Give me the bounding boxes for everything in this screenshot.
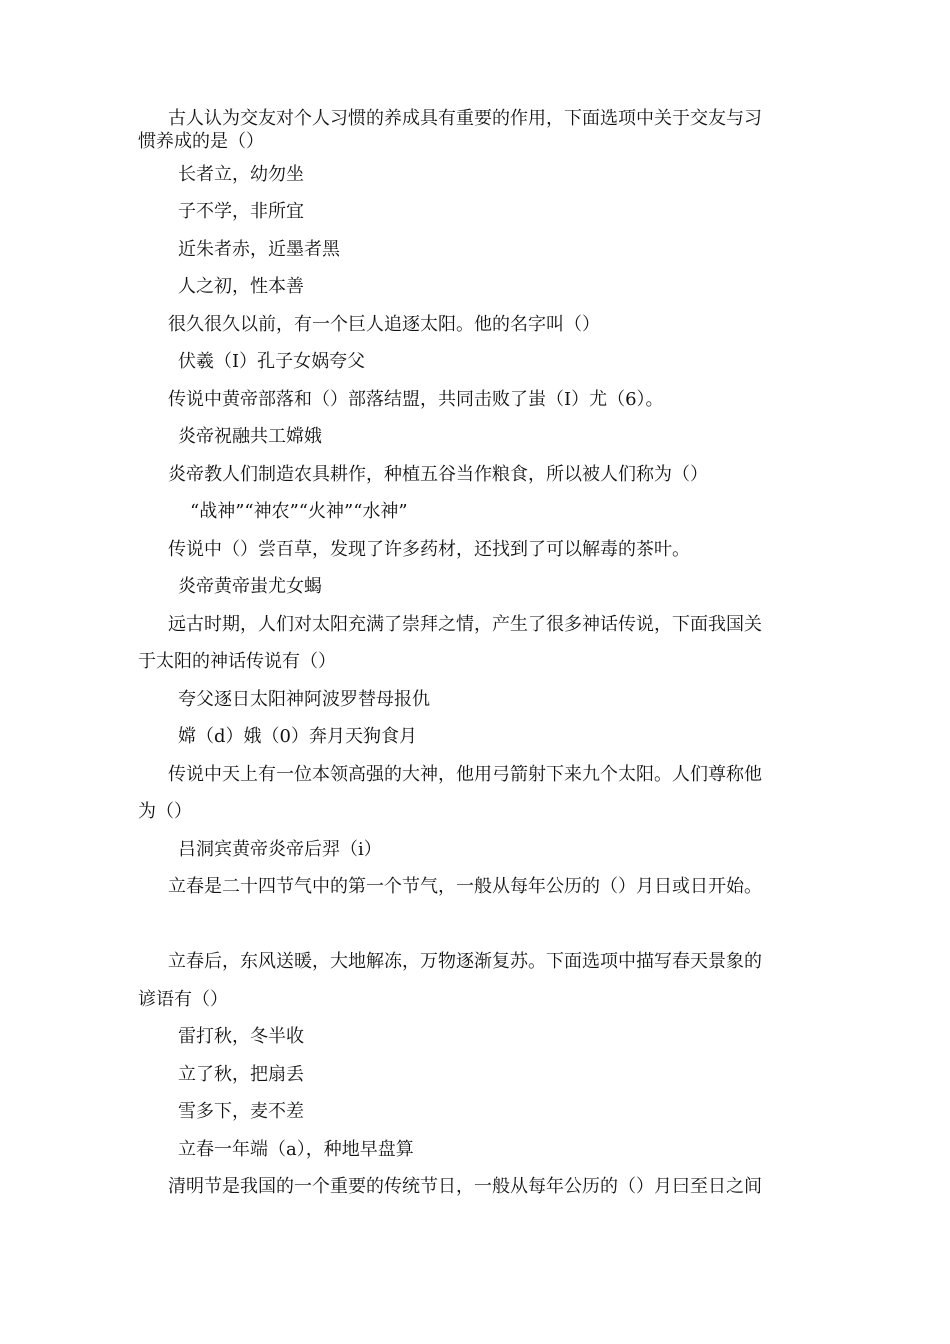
question-2: 很久很久以前，有一个巨人追逐太阳。他的名字叫（） (168, 314, 600, 335)
options-5: 炎帝黄帝蚩尤女蝎 (178, 576, 322, 597)
question-6-line-2: 于太阳的神话传说有（） (138, 651, 336, 672)
question-1-line-2: 惯养成的是（） (138, 131, 264, 152)
question-5: 传说中（）尝百草，发现了许多药材，还找到了可以解毒的茶叶。 (168, 539, 690, 560)
question-8: 立春是二十四节气中的第一个节气，一般从每年公历的（）月日或日开始。 (168, 876, 762, 897)
question-9-line-1: 立春后，东风送暖，大地解冻，万物逐渐复苏。下面选项中描写春天景象的 (168, 951, 762, 972)
question-7-line-2: 为（） (138, 801, 192, 822)
question-3: 传说中黄帝部落和（）部落结盟，共同击败了蚩（I）尤（6）。 (168, 389, 664, 410)
options-4: “战神”“神农”“火神”“水神” (190, 501, 408, 522)
options-6b: 嫦（d）娥（0）奔月天狗食月 (178, 726, 417, 747)
option-1d: 人之初，性本善 (178, 276, 304, 297)
option-1c: 近朱者赤，近墨者黑 (178, 239, 340, 260)
question-9-line-2: 谚语有（） (138, 989, 228, 1010)
options-6a: 夸父逐日太阳神阿波罗替母报仇 (178, 689, 430, 710)
option-9a: 雷打秋，冬半收 (178, 1026, 304, 1047)
options-7: 吕洞宾黄帝炎帝后羿（i） (178, 839, 382, 860)
options-3: 炎帝祝融共工嫦娥 (178, 426, 322, 447)
option-9b: 立了秋，把扇丢 (178, 1064, 304, 1085)
option-1a: 长者立，幼勿坐 (178, 164, 304, 185)
question-6-line-1: 远古时期，人们对太阳充满了崇拜之情，产生了很多神话传说，下面我国关 (168, 614, 762, 635)
option-9d: 立春一年端（a），种地早盘算 (178, 1139, 414, 1160)
question-7-line-1: 传说中天上有一位本领高强的大神，他用弓箭射下来九个太阳。人们尊称他 (168, 764, 762, 785)
question-10: 清明节是我国的一个重要的传统节日，一般从每年公历的（）月曰至日之间 (168, 1176, 762, 1197)
option-9c: 雪多下，麦不差 (178, 1101, 304, 1122)
option-1b: 子不学，非所宜 (178, 201, 304, 222)
question-1-line-1: 古人认为交友对个人习惯的养成具有重要的作用，下面选项中关于交友与习 (168, 108, 762, 129)
options-2: 伏羲（I）孔子女娲夸父 (178, 351, 366, 372)
question-4: 炎帝教人们制造农具耕作，种植五谷当作粮食，所以被人们称为（） (168, 464, 708, 485)
